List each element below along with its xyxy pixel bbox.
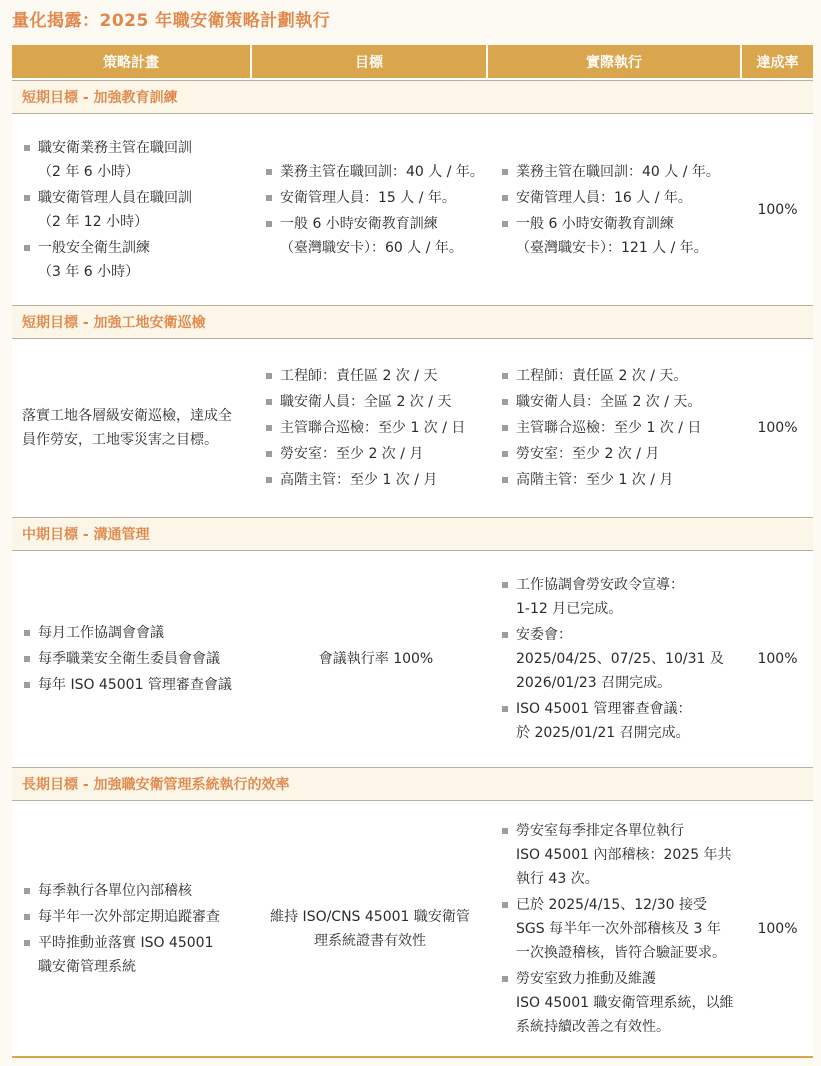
goal-cell: 維持 ISO/CNS 45001 職安衛管理系統證書有效性 [270,908,470,949]
table-bottom-border [12,1056,813,1058]
table-row [12,801,813,1056]
rate-cell: 100% [757,651,798,667]
list-item: 職安衛人員：全區 2 次 / 天 [264,390,488,414]
plan-cell [12,551,252,767]
plan-cell [12,801,252,1056]
actual-cell [488,801,742,1056]
actual-cell [488,114,742,305]
list-item: 業務主管在職回訓：40 人 / 年。 [264,160,488,184]
list-item: 主管聯合巡檢：至少 1 次 / 日 [264,416,488,440]
table-row [12,114,813,305]
section-header-training: 短期目標 - 加強教育訓練 [12,80,813,114]
list-item: 已於 2025/4/15、12/30 接受 SGS 每半年一次外部稽核及 3 年一次換證稽核，皆符合驗証要求。 [500,893,734,965]
plan-cell: 落實工地各層級安衛巡檢，達成全員作勞安，工地零災害之目標。 [22,408,232,448]
goal-cell [252,114,488,305]
section-header-communication: 中期目標 - 溝通管理 [12,517,813,551]
list-item: 高階主管：至少 1 次 / 月 [264,468,488,492]
rate-cell: 100% [757,420,798,436]
list-item: 主管聯合巡檢：至少 1 次 / 日 [500,416,742,440]
list-item: 每半年一次外部定期追蹤審查 [22,905,252,929]
plan-cell [12,114,252,305]
list-item: 安委會： 2025/04/25、07/25、10/31 及 2026/01/23 召開完成。 [500,623,742,695]
header-rate: 達成率 [742,45,813,78]
goal-cell [252,339,488,517]
list-item: 一般安全衛生訓練 （3 年 6 小時） [22,236,252,284]
list-item: 一般 6 小時安衛教育訓練 （臺灣職安卡）：60 人 / 年。 [264,212,488,260]
list-item: 工程師：責任區 2 次 / 天 [264,364,488,388]
table-row [12,551,813,767]
list-item: 平時推動並落實 ISO 45001 職安衛管理系統 [22,931,252,979]
list-item: 勞安室每季排定各單位執行 ISO 45001 內部稽核：2025 年共執行 43 次。 [500,819,734,891]
header-goal: 目標 [252,45,488,78]
list-item: 安衛管理人員：16 人 / 年。 [500,186,742,210]
list-item: 高階主管：至少 1 次 / 月 [500,468,742,492]
actual-cell [488,551,742,767]
rate-cell: 100% [757,920,798,937]
list-item: 每季職業安全衛生委員會會議 [22,647,252,671]
list-item: 職安衛人員：全區 2 次 / 天。 [500,390,742,414]
list-item: 工程師：責任區 2 次 / 天。 [500,364,742,388]
list-item: 職安衛管理人員在職回訓 （2 年 12 小時） [22,186,252,234]
header-actual: 實際執行 [488,45,742,78]
header-plan: 策略計畫 [12,45,252,78]
table-row [12,339,813,517]
section-header-inspection: 短期目標 - 加強工地安衛巡檢 [12,305,813,339]
page-title: 量化揭露：2025 年職安衛策略計劃執行 [12,11,331,31]
list-item: 勞安室：至少 2 次 / 月 [264,442,488,466]
list-item: 每季執行各單位內部稽核 [22,879,252,903]
list-item: 工作協調會勞安政令宣導： 1-12 月已完成。 [500,573,742,621]
section-header-system: 長期目標 - 加強職安衛管理系統執行的效率 [12,767,813,801]
table-header-row [12,45,813,78]
list-item: 一般 6 小時安衛教育訓練 （臺灣職安卡）：121 人 / 年。 [500,212,742,260]
list-item: 勞安室致力推動及維護 ISO 45001 職安衛管理系統，以維系統持續改善之有效性。 [500,967,734,1039]
strategy-table [12,45,813,1058]
list-item: 職安衛業務主管在職回訓 （2 年 6 小時） [22,136,252,184]
actual-cell [488,339,742,517]
list-item: 每月工作協調會會議 [22,621,252,645]
list-item: 安衛管理人員：15 人 / 年。 [264,186,488,210]
list-item: 業務主管在職回訓：40 人 / 年。 [500,160,742,184]
list-item: 勞安室：至少 2 次 / 月 [500,442,742,466]
list-item: 每年 ISO 45001 管理審查會議 [22,673,252,697]
rate-cell: 100% [757,201,798,218]
list-item: ISO 45001 管理審查會議： 於 2025/01/21 召開完成。 [500,697,742,745]
goal-cell: 會議執行率 100% [318,651,434,667]
